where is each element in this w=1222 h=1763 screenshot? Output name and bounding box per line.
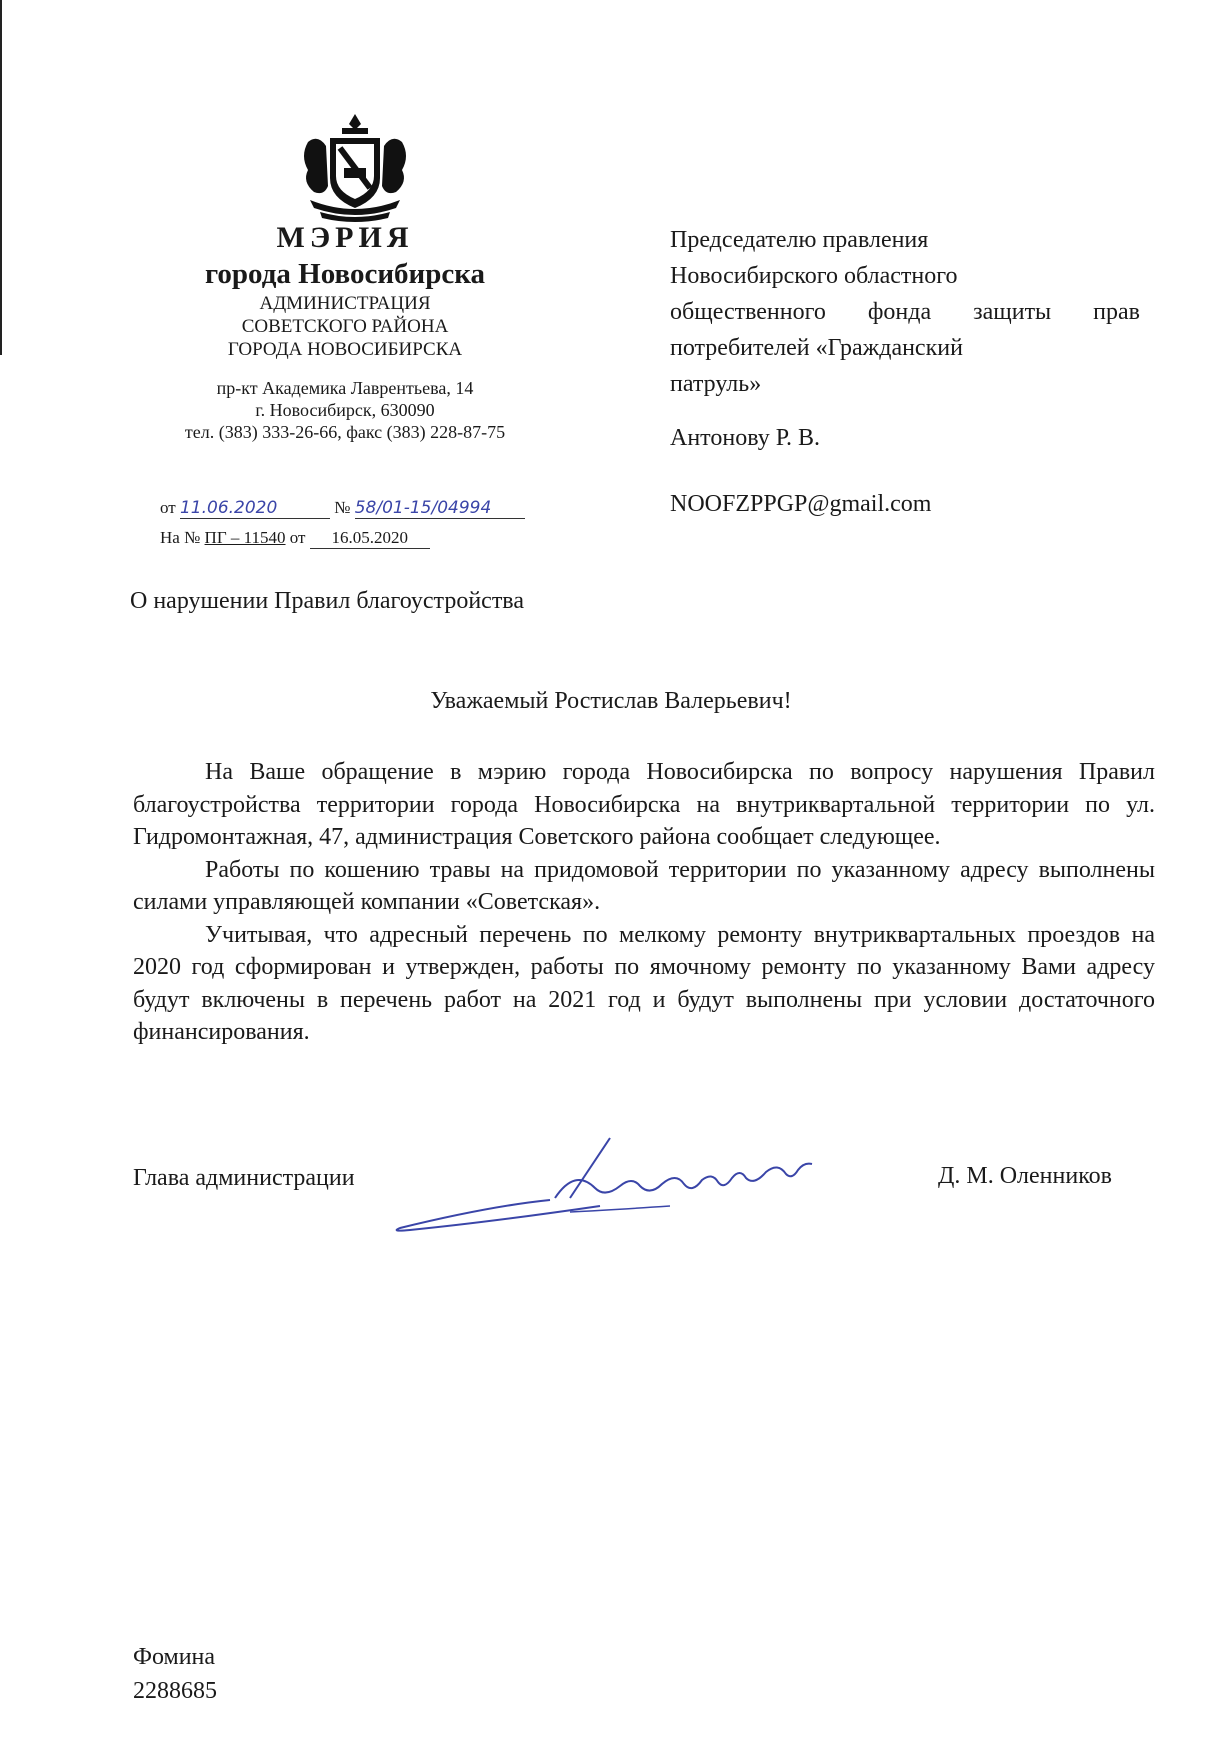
number-prefix: № (334, 498, 351, 517)
executor-phone: 2288685 (133, 1678, 217, 1704)
address-street: пр-кт Академика Лаврентьева, 14 (216, 378, 474, 398)
recipient-block (670, 222, 1140, 522)
outgoing-number: 58/01-15/04994 (354, 498, 492, 518)
sender-block (130, 220, 560, 443)
reply-date-prefix: от (289, 528, 306, 547)
body-paragraph-1: На Ваше обращение в мэрию города Новосибирска по вопросу нарушения Правил благоустройства территории города Новосибирска на внутриквартальной территории по ул. Гидромонтажная, 47, администрация Советского района сообщает следующее. (133, 759, 1155, 850)
org-city: города Новосибирска (204, 258, 486, 290)
recipient-line-4: потребителей «Гражданский (670, 335, 963, 361)
recipient-line-5: патруль» (670, 371, 762, 397)
letter-subject: О нарушении Правил благоустройства (130, 588, 524, 614)
scan-edge-line (0, 0, 2, 355)
from-prefix: от (160, 498, 176, 517)
recipient-line-1: Председателю правления (670, 227, 929, 253)
org-sub-3: ГОРОДА НОВОСИБИРСКА (227, 339, 463, 360)
signature-icon (380, 1128, 900, 1238)
org-sub-2: СОВЕТСКОГО РАЙОНА (241, 316, 449, 337)
reply-prefix: На № (160, 528, 201, 547)
signer-name: Д. М. Оленников (938, 1163, 1112, 1189)
recipient-name: Антонову Р. В. (670, 425, 821, 451)
outgoing-date: 11.06.2020 (179, 498, 278, 518)
recipient-line-3: общественного фонда защиты прав (670, 299, 1140, 325)
body-paragraph-3: Учитывая, что адресный перечень по мелкому ремонту внутриквартальных проездов на 2020 год сформирован и утвержден, работы по ямочному ремонту по указанному Вами адресу будут включены в перечень работ на 2021 год и будут выполнены при условии достаточного финансирования. (133, 921, 1155, 1045)
letter-body (133, 756, 1155, 1049)
outgoing-number-field (355, 498, 525, 519)
outgoing-date-field (180, 498, 330, 519)
body-paragraph-2: Работы по кошению травы на придомовой территории по указанному адресу выполнены силами управляющей компании «Советская». (133, 856, 1155, 915)
executor-block (133, 1640, 217, 1708)
reply-date: 16.05.2020 (310, 528, 430, 549)
address-phone: тел. (383) 333-26-66, факс (383) 228-87-75 (184, 422, 506, 442)
address-block (130, 377, 560, 443)
outgoing-registration (160, 498, 525, 519)
reply-number: ПГ – 11540 (204, 528, 286, 547)
reply-registration (160, 528, 430, 549)
salutation: Уважаемый Ростислав Валерьевич! (430, 688, 792, 714)
signer-title: Глава администрации (133, 1165, 355, 1191)
recipient-email: NOOFZPPGP@gmail.com (670, 491, 932, 517)
address-city: г. Новосибирск, 630090 (255, 400, 435, 420)
coat-of-arms-icon (300, 112, 410, 224)
recipient-line-2: Новосибирского областного (670, 263, 958, 289)
org-title: МЭРИЯ (276, 221, 414, 254)
executor-name: Фомина (133, 1644, 216, 1670)
org-sub-1: АДМИНИСТРАЦИЯ (259, 293, 431, 314)
